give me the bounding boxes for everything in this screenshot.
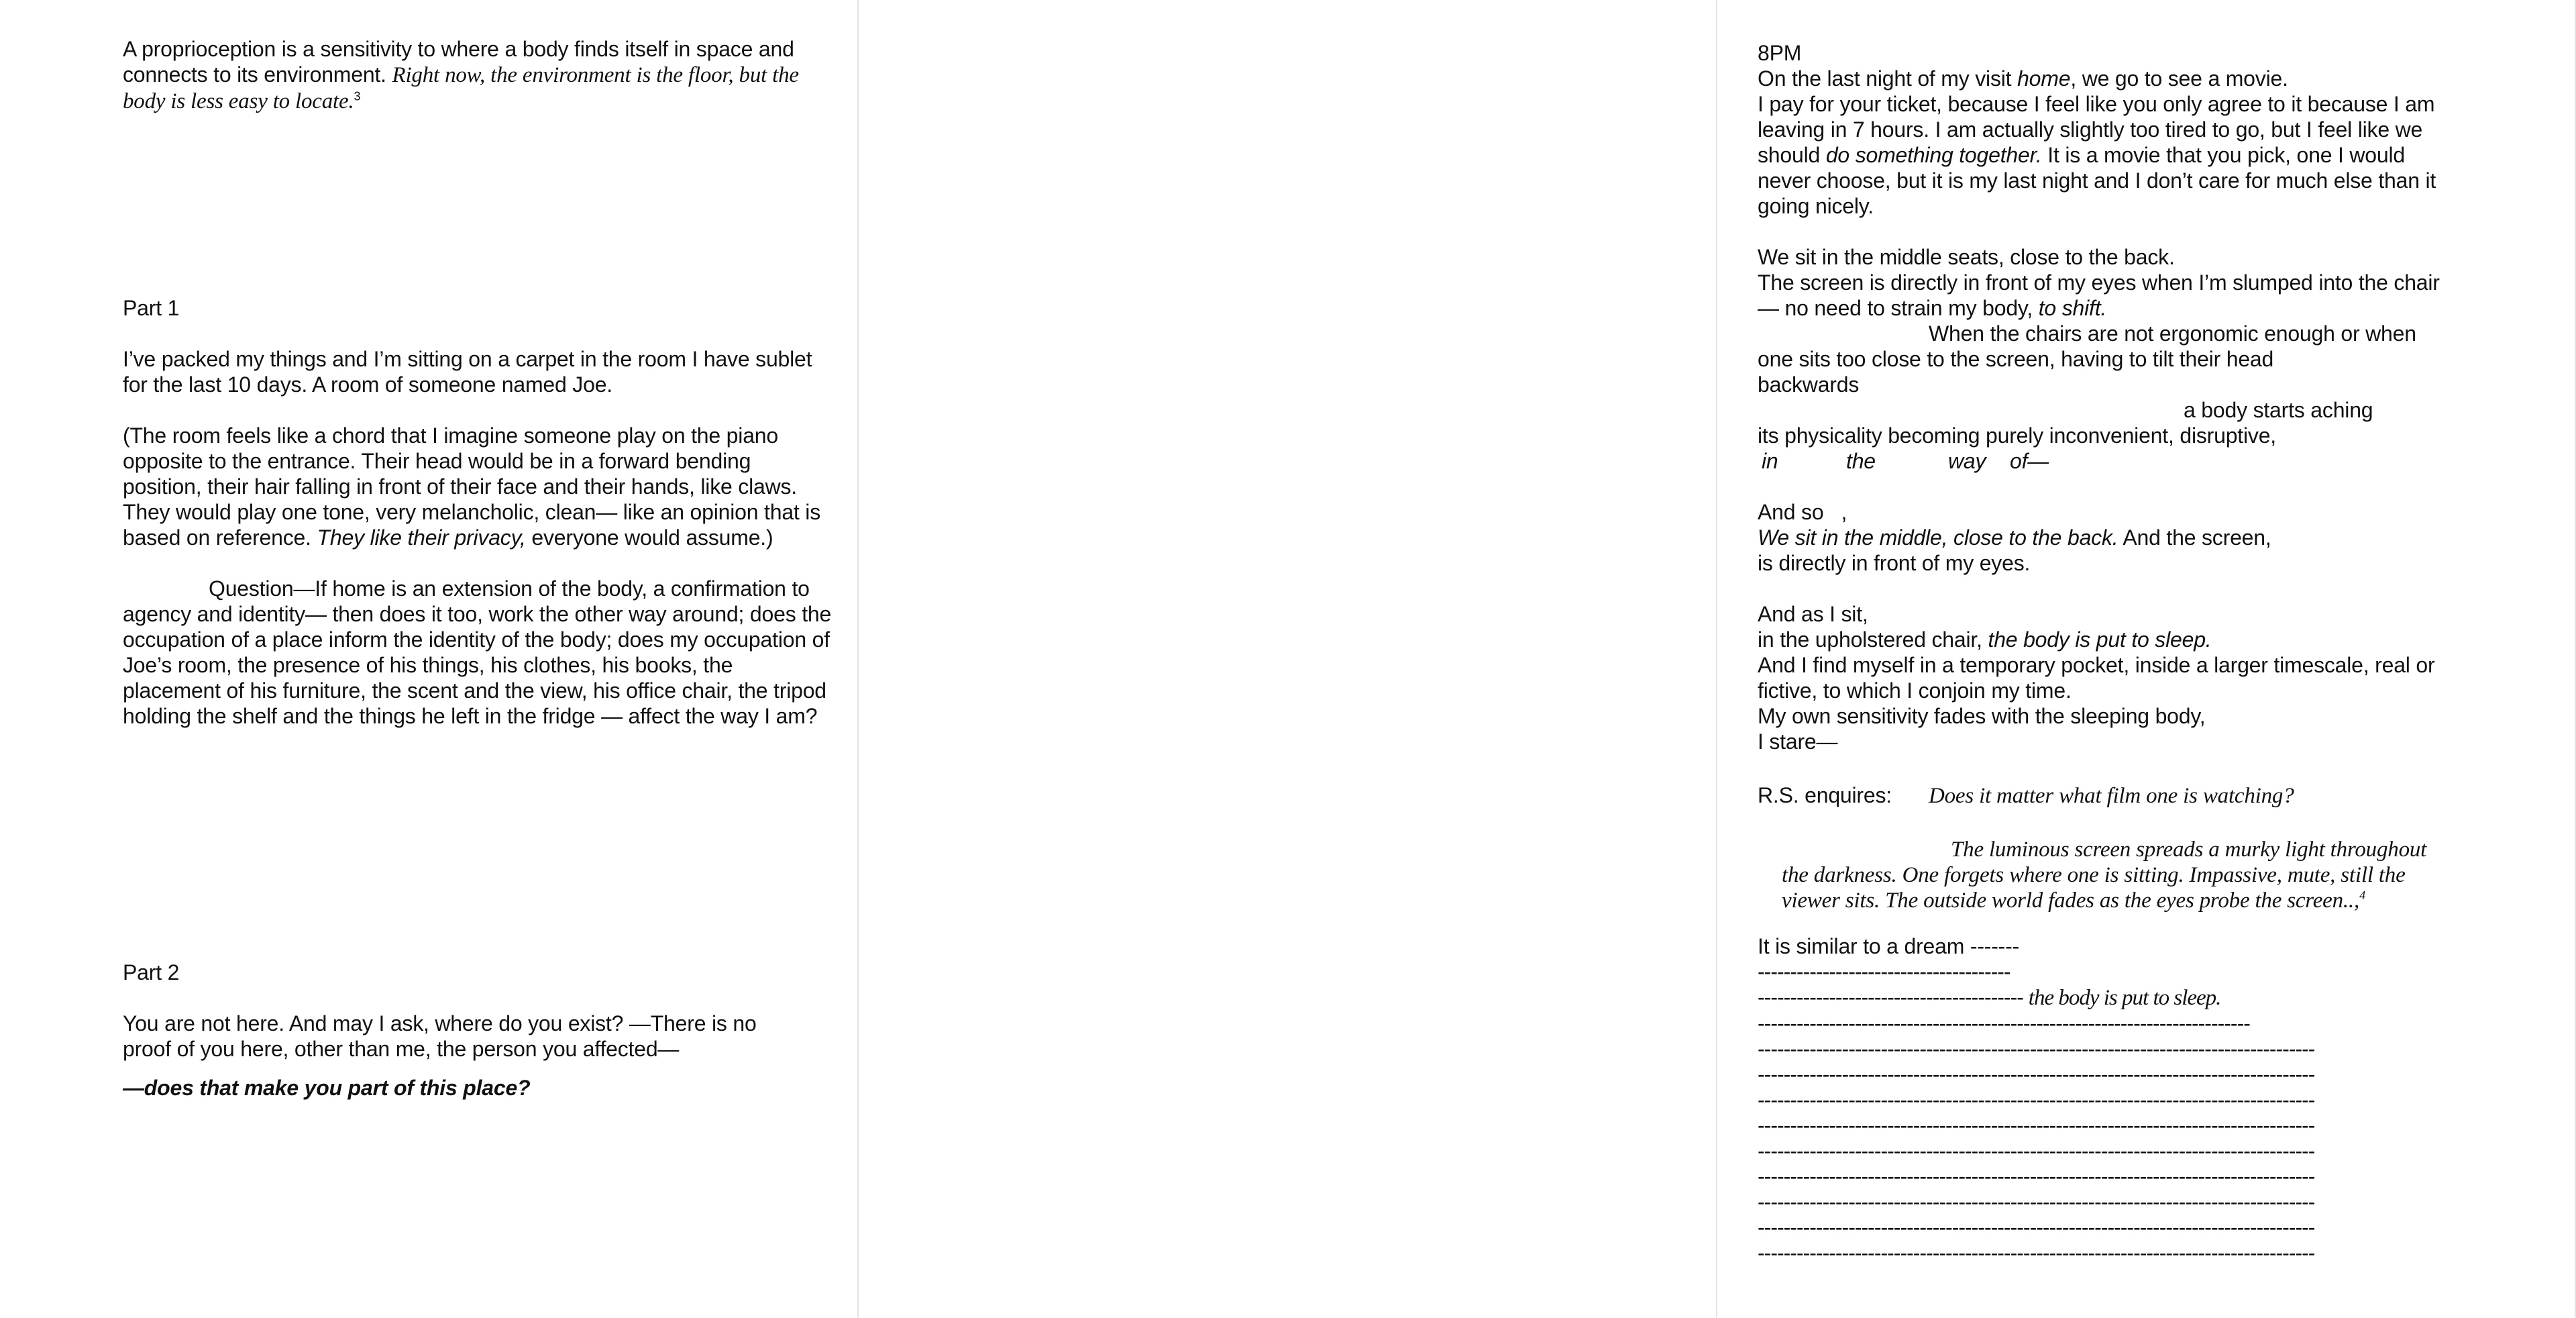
dash-line-2-dashes: ----------------------------------------- bbox=[1758, 985, 2023, 1009]
paragraph-not-here: You are not here. And may I ask, where do you exist? —There is no proof of you here, other than me, the person you affected— bbox=[123, 1011, 757, 1061]
part2-heading: Part 2 bbox=[123, 960, 180, 984]
right-column bbox=[1758, 40, 2455, 1266]
eyes-line: is directly in front of my eyes. bbox=[1758, 551, 2031, 575]
dash-line-full: -------------------------------------------------------------------------------------- bbox=[1758, 1062, 2315, 1086]
question-paragraph bbox=[123, 576, 834, 729]
footnote-ref-3[interactable]: 3 bbox=[354, 89, 361, 103]
dash-line-full: -------------------------------------------------------------------------------------- bbox=[1758, 1241, 2315, 1265]
question-text: Question—If home is an extension of the body, a confirmation to agency and identity— then does it too, work the other way around; does the occupation of a place inform the identity of the body; does my occupation of Joe’s room, the presence of his things, his clothes, his books, the placement of his furniture, the scent and the view, his office chair, the tripod holding the shelf and the things he left in the fridge — affect the way I am? bbox=[123, 576, 832, 728]
middle-back-plain: And the screen, bbox=[2123, 525, 2271, 550]
ticket-paragraph bbox=[1758, 91, 2455, 219]
word-way: way bbox=[1948, 449, 1986, 473]
paragraph-sublet: I’ve packed my things and I’m sitting on a carpet in the room I have sublet for the last 10 days. A room of someone named Joe. bbox=[123, 347, 812, 397]
word-in: in bbox=[1762, 449, 1778, 473]
dream-line: It is similar to a dream ------- bbox=[1758, 934, 2020, 958]
paragraph-part-of-place: —does that make you part of this place? bbox=[123, 1076, 531, 1100]
movie-line bbox=[1758, 66, 2455, 91]
dash-line-full: -------------------------------------------------------------------------------------- bbox=[1758, 1088, 2315, 1112]
physicality-line: its physicality becoming purely inconvenient, disruptive, bbox=[1758, 423, 2276, 448]
screen-line-italic: to shift. bbox=[2038, 296, 2107, 320]
word-of: of— bbox=[2010, 449, 2049, 473]
part1-heading: Part 1 bbox=[123, 296, 180, 320]
movie-line-a: On the last night of my visit bbox=[1758, 66, 2012, 91]
movie-line-b: , we go to see a movie. bbox=[2070, 66, 2288, 91]
chairs-line: When the chairs are not ergonomic enough or when bbox=[1929, 321, 2416, 346]
room-chord-italic: They like their privacy, bbox=[317, 525, 526, 550]
dash-line-2 bbox=[1758, 984, 2455, 1011]
ticket-text-a: I pay for your ticket, because I feel like you only agree to it because I am leaving in 7 hours. I am actually slightly too tired to go, but I feel like we should bbox=[1758, 92, 2435, 167]
movie-line-home: home bbox=[2017, 66, 2071, 91]
pocket-paragraph: And I find myself in a temporary pocket, inside a larger timescale, real or fictive, to which I conjoin my time. bbox=[1758, 653, 2435, 703]
i-stare-line: I stare— bbox=[1758, 729, 1838, 754]
ticket-text-b: It is a movie that you pick, one I would never choose, but it is my last night and I don’t care for much else than it going nicely. bbox=[1758, 143, 2436, 218]
dash-line-full: -------------------------------------------------------------------------------------- bbox=[1758, 1113, 2315, 1137]
sensitivity-line: My own sensitivity fades with the sleeping body, bbox=[1758, 704, 2206, 728]
upholstered-italic: the body is put to sleep. bbox=[1988, 627, 2212, 652]
dash-line-full: -------------------------------------------------------------------------------------- bbox=[1758, 1037, 2315, 1061]
page-middle bbox=[859, 0, 1717, 1318]
screen-line bbox=[1758, 270, 2455, 321]
aching-line: a body starts aching bbox=[2184, 398, 2373, 422]
dash-line-full: -------------------------------------------------------------------------------------- bbox=[1758, 1215, 2315, 1239]
rs-enquires-line bbox=[1758, 782, 2455, 809]
room-chord-end: everyone would assume.) bbox=[531, 525, 773, 550]
rs-label: R.S. enquires: bbox=[1758, 783, 1892, 807]
intro-plain: A proprioception is a sensitivity to where a body finds itself in space and connects to its environment. bbox=[123, 37, 794, 87]
ticket-italic: do something together. bbox=[1825, 143, 2042, 167]
in-the-way-line bbox=[1758, 448, 2455, 474]
middle-back-italic: We sit in the middle, close to the back. bbox=[1758, 525, 2118, 550]
intro-paragraph bbox=[123, 36, 834, 114]
backwards-line: backwards bbox=[1758, 372, 1860, 397]
dash-line-1: --------------------------------------- bbox=[1758, 960, 2010, 984]
and-so-line: And so , bbox=[1758, 500, 1847, 524]
footnote-ref-4[interactable]: 4 bbox=[2359, 889, 2365, 902]
middle-back-line bbox=[1758, 525, 2455, 550]
dash-line-2-italic: the body is put to sleep. bbox=[2028, 986, 2221, 1010]
tilt-line: one sits too close to the screen, having to tilt their head bbox=[1758, 347, 2274, 371]
quote-text: The luminous screen spreads a murky light throughout the darkness. One forgets where one is sitting. Impassive, mute, still the viewer sits. The outside world fades as the eyes probe the screen.., bbox=[1782, 838, 2427, 913]
dash-line-full: -------------------------------------------------------------------------------------- bbox=[1758, 1190, 2315, 1214]
upholstered-plain: in the upholstered chair, bbox=[1758, 627, 1982, 652]
room-chord-text: (The room feels like a chord that I imagine someone play on the piano opposite to the entrance. Their head would be in a forward bending position, their hair falling in front of their face and their hands, like claws. They would play one tone, very melancholic, clean— like an opinion that is based on reference. bbox=[123, 423, 821, 550]
screen-line-a: The screen is directly in front of my eyes when I’m slumped into the chair— no need to strain my body, bbox=[1758, 270, 2440, 320]
rs-question: Does it matter what film one is watching? bbox=[1929, 784, 2294, 808]
upholstered-line bbox=[1758, 627, 2455, 652]
middle-seats-line: We sit in the middle seats, close to the back. bbox=[1758, 245, 2175, 269]
intro-italic: Right now, the environment is the floor, but the body is less easy to locate. bbox=[123, 63, 799, 113]
as-i-sit-line: And as I sit, bbox=[1758, 602, 1868, 626]
time-label: 8PM bbox=[1758, 41, 1802, 65]
paragraph-room-chord bbox=[123, 423, 834, 550]
left-column bbox=[123, 36, 834, 1101]
quote-block bbox=[1758, 837, 2455, 913]
dash-line-3: ---------------------------------------------------------------------------- bbox=[1758, 1011, 2250, 1035]
dash-line-full: -------------------------------------------------------------------------------------- bbox=[1758, 1139, 2315, 1163]
dash-line-full: -------------------------------------------------------------------------------------- bbox=[1758, 1164, 2315, 1188]
word-the: the bbox=[1846, 449, 1876, 473]
